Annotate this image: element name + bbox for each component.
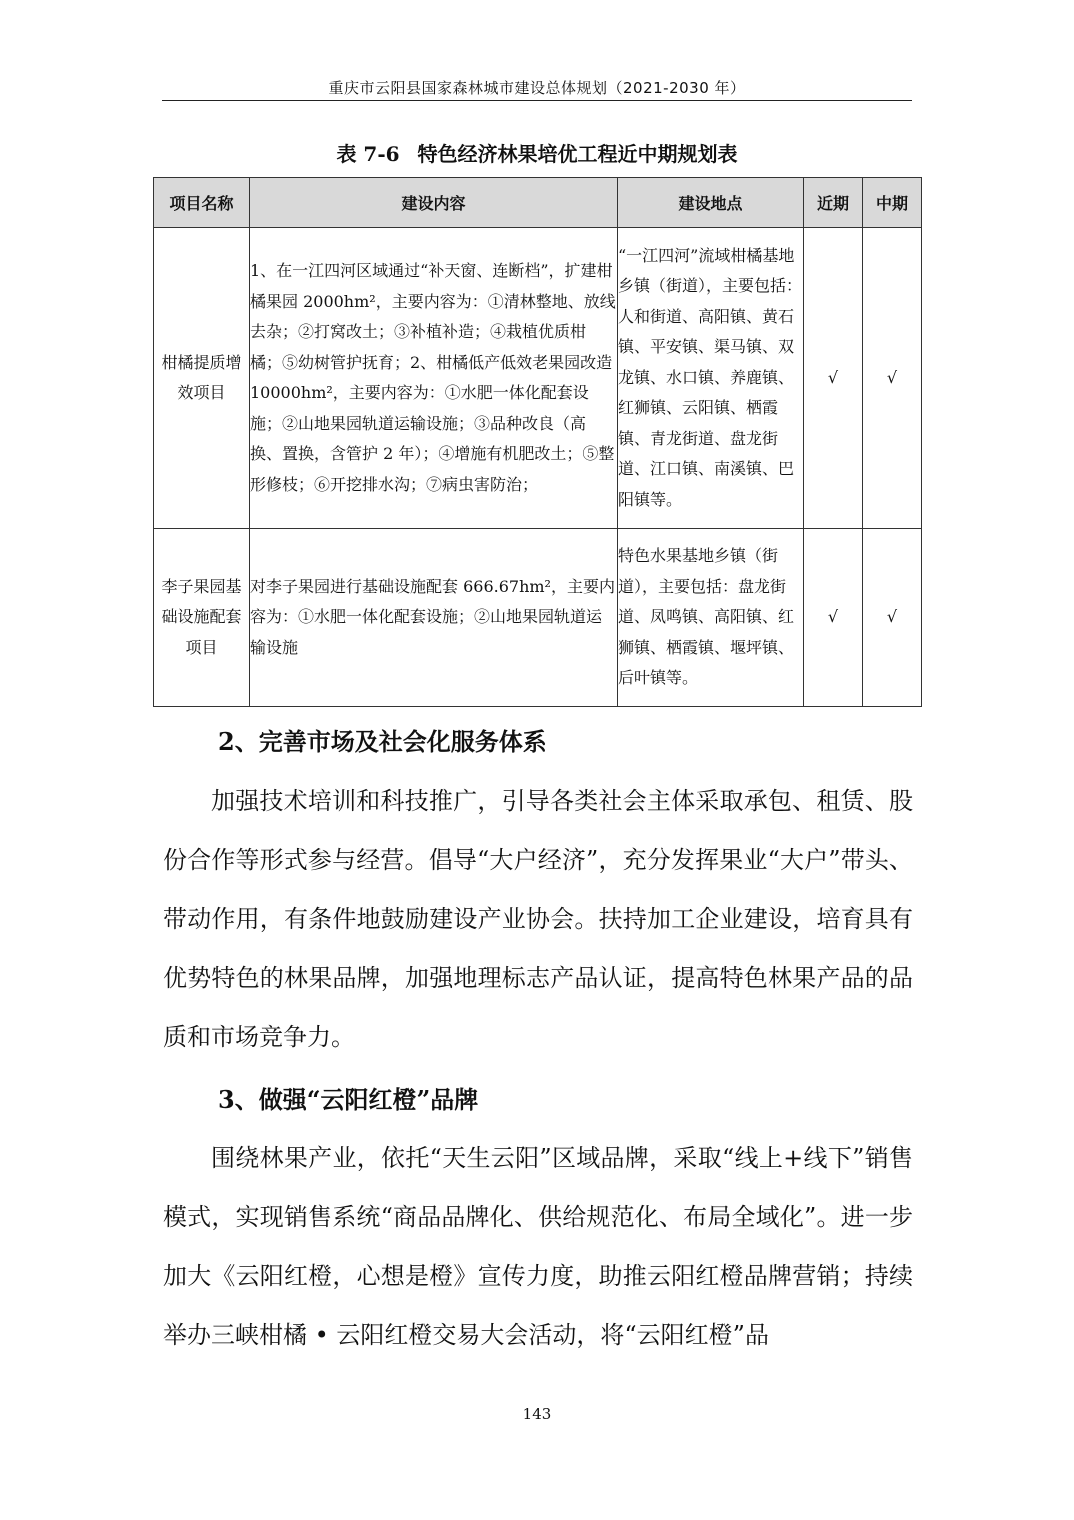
near-term-check: √ [804, 228, 863, 529]
mid-term-check: √ [863, 228, 922, 529]
plan-table [153, 177, 922, 707]
table-row [154, 529, 922, 707]
section-heading: 2、完善市场及社会化服务体系 [218, 727, 547, 756]
table-caption-title: 特色经济林果培优工程近中期规划表 [417, 142, 738, 166]
content-cell: 对李子果园进行基础设施配套 666.67hm²，主要内容为：①水肥一体化配套设施；②山地果园轨道运输设施 [250, 529, 618, 707]
near-term-check: √ [804, 529, 863, 707]
content-cell: 1、在一江四河区域通过“补天窗、连断档”，扩建柑橘果园 2000hm²，主要内容为：①清林整地、放线去杂；②打窝改土；③补植补造；④栽植优质柑橘；⑤幼树管护抚育；2、柑橘低产低效老果园改造 10000hm²，主要内容为：①水肥一体化配套设施；②山地果园轨道运输设施；③品种改良（高换、置换，含管护 2 年）；④增施有机肥改土；⑤整形修枝；⑥开挖排水沟；⑦病虫害防治； [250, 228, 618, 529]
header-mid-term: 中期 [863, 178, 922, 228]
location-cell: 特色水果基地乡镇（街道），主要包括：盘龙街道、凤鸣镇、高阳镇、红狮镇、栖霞镇、堰坪镇、后叶镇等。 [618, 529, 804, 707]
section-heading: 3、做强“云阳红橙”品牌 [218, 1085, 479, 1114]
body-paragraph: 围绕林果产业，依托“天生云阳”区域品牌，采取“线上+线下”销售模式，实现销售系统“商品品牌化、供给规范化、布局全域化”。进一步加大《云阳红橙，心想是橙》宣传力度，助推云阳红橙品牌营销；持续举办三峡柑橘 • 云阳红橙交易大会活动，将“云阳红橙”品 [163, 1144, 913, 1349]
header-near-term: 近期 [804, 178, 863, 228]
body-paragraph: 加强技术培训和科技推广，引导各类社会主体采取承包、租赁、股份合作等形式参与经营。倡导“大户经济”，充分发挥果业“大户”带头、带动作用，有条件地鼓励建设产业协会。扶持加工企业建设，培育具有优势特色的林果品牌，加强地理标志产品认证，提高特色林果产品的品质和市场竞争力。 [163, 787, 913, 1051]
table-header-row [154, 178, 922, 228]
mid-term-check: √ [863, 529, 922, 707]
header-location: 建设地点 [618, 178, 804, 228]
table-row [154, 228, 922, 529]
header-project-name: 项目名称 [154, 178, 250, 228]
project-name-cell: 柑橘提质增效项目 [154, 228, 250, 529]
running-header: 重庆市云阳县国家森林城市建设总体规划（2021-2030 年） [328, 79, 746, 97]
header-content: 建设内容 [250, 178, 618, 228]
header-rule [162, 100, 912, 101]
page-number: 143 [522, 1405, 552, 1423]
location-cell: “一江四河”流域柑橘基地乡镇（街道），主要包括：人和街道、高阳镇、黄石镇、平安镇、渠马镇、双龙镇、水口镇、养鹿镇、红狮镇、云阳镇、栖霞镇、青龙街道、盘龙街道、江口镇、南溪镇、巴阳镇等。 [618, 228, 804, 529]
project-name-cell: 李子果园基础设施配套项目 [154, 529, 250, 707]
table-caption-number: 表 7-6 [336, 142, 400, 166]
table-caption [153, 140, 921, 168]
